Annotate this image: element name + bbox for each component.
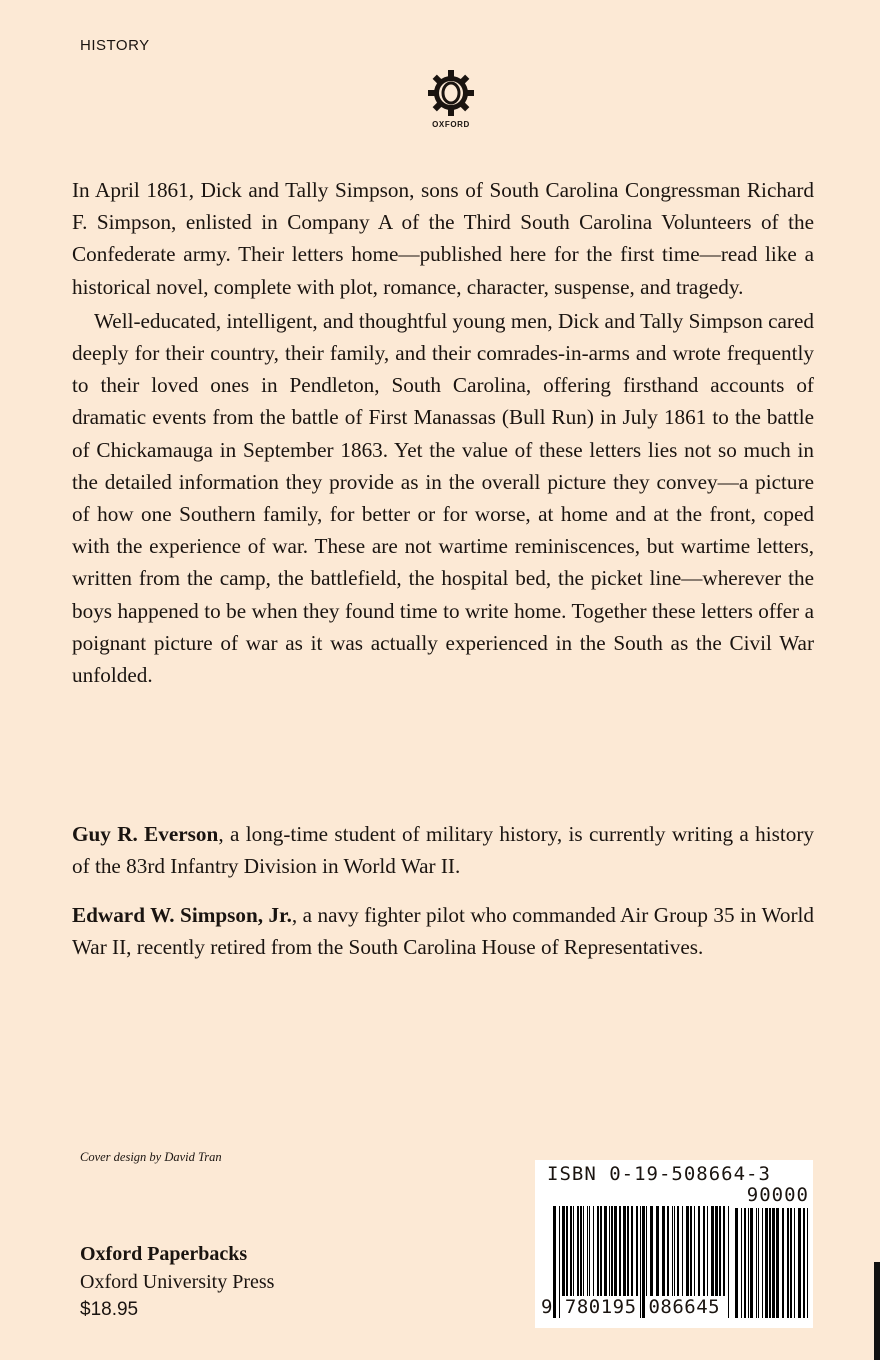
barcode-bar: [758, 1208, 759, 1318]
barcode-bar: [750, 1208, 753, 1318]
isbn-label: ISBN 0-19-508664-3: [547, 1163, 771, 1185]
series-name: Oxford Paperbacks: [80, 1243, 248, 1265]
barcode-bar: [619, 1206, 621, 1296]
barcode-bar: [674, 1206, 675, 1296]
publisher-name: Oxford University Press: [80, 1271, 275, 1293]
barcode-bar: [587, 1206, 588, 1296]
oxford-crest-icon: [424, 66, 478, 120]
barcode-bar: [698, 1206, 700, 1296]
barcode-bar: [650, 1206, 653, 1296]
barcode-bar: [609, 1206, 610, 1296]
barcode-bar: [782, 1208, 784, 1318]
ean-digits: 9 780195 086645: [541, 1296, 721, 1318]
price-code: 90000: [746, 1184, 809, 1206]
isbn-barcode: [535, 1160, 813, 1328]
barcode-bar: [787, 1208, 789, 1318]
addon-barcode-bars: [735, 1208, 809, 1318]
book-description: [72, 174, 814, 691]
edge-mark: [874, 1262, 880, 1360]
category-label: HISTORY: [80, 37, 150, 54]
barcode-bar: [593, 1206, 594, 1296]
barcode-bar: [636, 1206, 638, 1296]
barcode-bar: [790, 1208, 792, 1318]
author-bio-simpson: [72, 899, 814, 963]
barcode-bar: [580, 1206, 582, 1296]
barcode-bar: [570, 1206, 572, 1296]
barcode-bar: [573, 1206, 574, 1296]
barcode-bar: [662, 1206, 665, 1296]
barcode-bar: [614, 1206, 617, 1296]
barcode-bar: [776, 1208, 779, 1318]
barcode-bar: [762, 1208, 763, 1318]
barcode-bar: [707, 1206, 708, 1296]
barcode-bar: [631, 1206, 633, 1296]
barcode-bar: [562, 1206, 565, 1296]
author-name: Edward W. Simpson, Jr.: [72, 903, 292, 927]
author-name: Guy R. Everson: [72, 822, 219, 846]
barcode-bar: [686, 1206, 689, 1296]
barcode-bar: [597, 1206, 599, 1296]
barcode-bar: [611, 1206, 613, 1296]
barcode-bar: [715, 1206, 718, 1296]
barcode-bar: [566, 1206, 568, 1296]
barcode-bar: [744, 1208, 746, 1318]
barcode-bar: [794, 1208, 795, 1318]
barcode-bar: [807, 1208, 808, 1318]
barcode-bar: [677, 1206, 679, 1296]
barcode-bar: [769, 1208, 771, 1318]
barcode-bar: [623, 1206, 626, 1296]
publisher-imprint: [80, 1240, 274, 1296]
barcode-bar: [748, 1208, 749, 1318]
cover-design-credit: Cover design by David Tran: [80, 1150, 222, 1164]
barcode-bar: [646, 1206, 647, 1296]
barcode-bar: [711, 1206, 714, 1296]
barcode-bar: [803, 1208, 805, 1318]
barcode-bar: [656, 1206, 659, 1296]
author-bio-text: , a navy fighter pilot who commanded Air Group 35 in World War II, recently retired from the South Carolina House of Representatives.: [72, 903, 814, 960]
barcode-bar: [798, 1208, 801, 1318]
barcode-bar: [589, 1206, 590, 1296]
barcode-bar: [741, 1208, 742, 1318]
barcode-bar: [728, 1206, 729, 1318]
barcode-bar: [577, 1206, 579, 1296]
barcode-bar: [694, 1206, 695, 1296]
barcode-bar: [600, 1206, 602, 1296]
barcode-bar: [583, 1206, 584, 1296]
barcode-bar: [719, 1206, 721, 1296]
description-paragraph-1: In April 1861, Dick and Tally Simpson, sons of South Carolina Congressman Richard F. Simpson, enlisted in Company A of the Third South Carolina Volunteers of the Confederate army. Their letters home—published here for the first time—read like a historical novel, complete with plot, romance, character, suspense, and tragedy.: [72, 178, 814, 299]
description-paragraph-2: Well-educated, intelligent, and thoughtful young men, Dick and Tally Simpson cared deeply for their country, their family, and their comrades-in-arms and wrote frequently to their loved ones in Pendleton, South Carolina, offering firsthand accounts of dramatic events from the battle of First Manassas (Bull Run) in July 1861 to the battle of Chickamauga in September 1863. Yet the value of these letters lies not so much in the detailed information they provide as in the overall picture they convey—a picture of how one Southern family, for better or for worse, at home and at the front, coped with the experience of war. These are not wartime reminiscences, but wartime letters, written from the camp, the battlefield, the hospital bed, the picket line—wherever the boys happened to be when they found time to write home. Together these letters offer a poignant picture of war as it was actually experienced in the South as the Civil War unfolded.: [72, 308, 814, 688]
barcode-bar: [627, 1206, 629, 1296]
price: $18.95: [80, 1299, 139, 1320]
author-bio-text: , a long-time student of military history, is currently writing a history of the 83rd Infantry Division in World War II.: [72, 822, 814, 879]
author-bio-everson: [72, 818, 814, 882]
barcode-bar: [667, 1206, 669, 1296]
barcode-bar: [672, 1206, 673, 1296]
barcode-bar: [682, 1206, 683, 1296]
barcode-bar: [723, 1206, 725, 1296]
barcode-bar: [765, 1208, 768, 1318]
logo-wordmark: OXFORD: [432, 120, 470, 129]
barcode-bar: [703, 1206, 705, 1296]
barcode-bar: [756, 1208, 757, 1318]
barcode-bar: [604, 1206, 607, 1296]
barcode-bar: [735, 1208, 738, 1318]
oxford-logo: [424, 66, 478, 132]
barcode-bar: [772, 1208, 775, 1318]
barcode-bar: [690, 1206, 692, 1296]
